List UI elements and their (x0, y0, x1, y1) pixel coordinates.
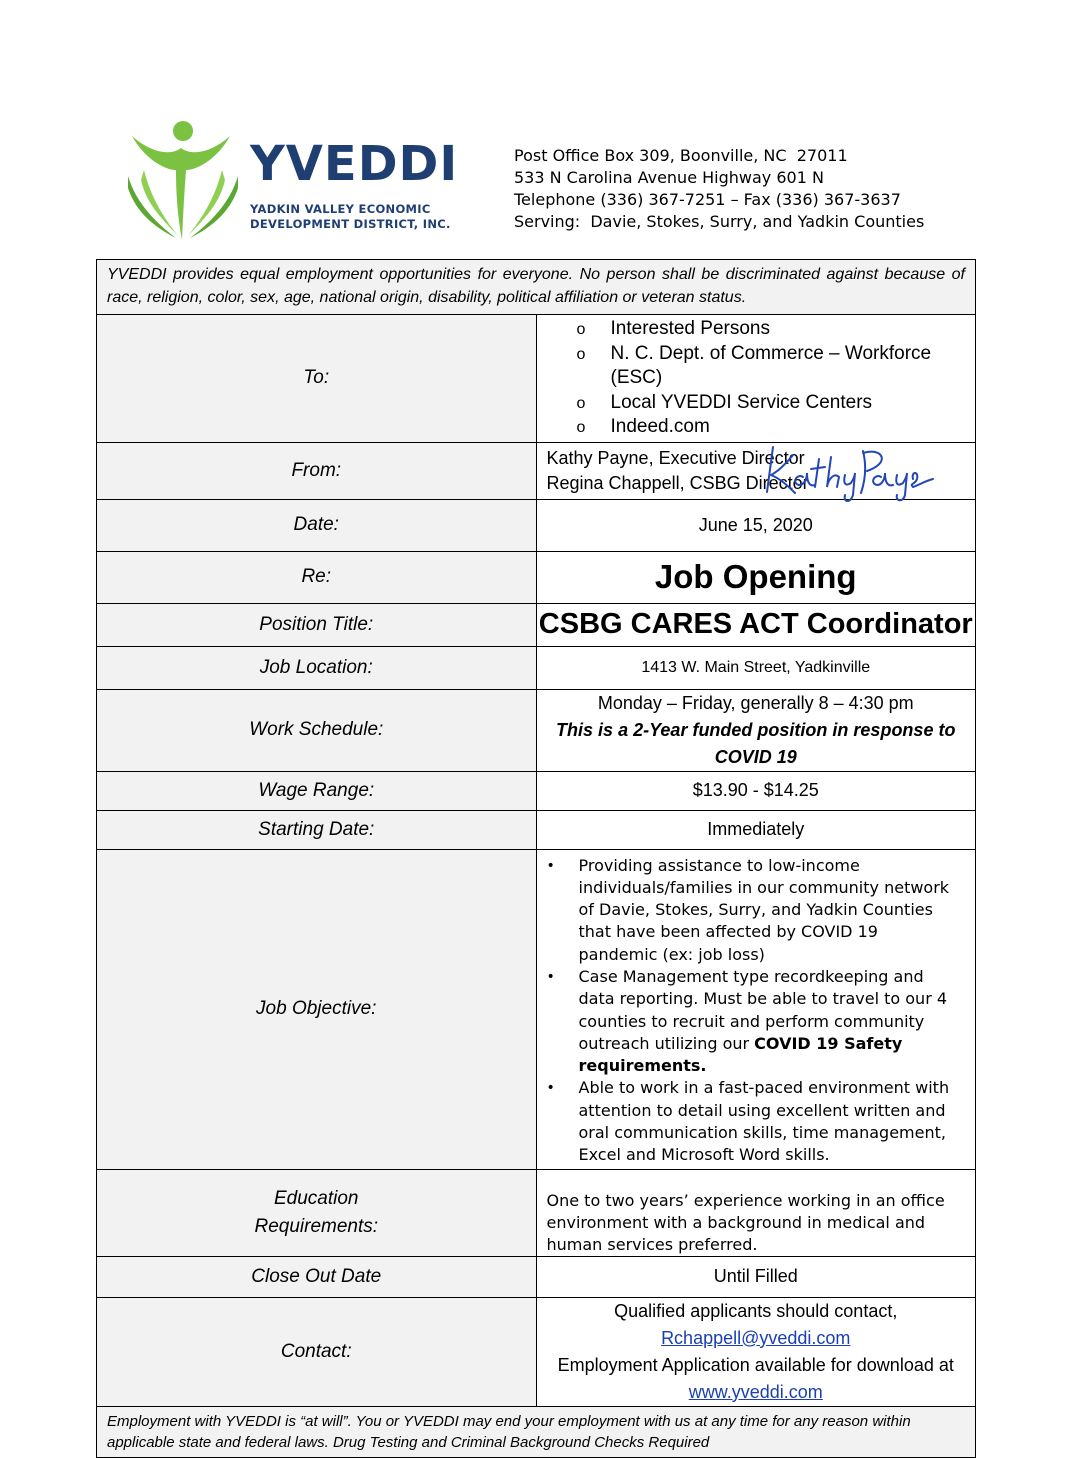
to-label: To: (97, 315, 537, 443)
recipient-list (537, 315, 976, 442)
close-out-date-label: Close Out Date (97, 1256, 537, 1297)
from-line-2: Regina Chappell, CSBG Director (546, 472, 809, 493)
recipient-item: o Local YVEDDI Service Centers (577, 391, 976, 416)
objective-item: • Providing assistance to low-income individuals/families in our community network of Davie, Stokes, Surry, and Yadkin Counties that have been affected by COVID 19 pandemic (ex: job loss) (579, 855, 962, 966)
address-block (514, 145, 924, 233)
work-schedule-label: Work Schedule: (97, 689, 537, 771)
re-label: Re: (97, 551, 537, 603)
contact-email-link[interactable]: Rchappell@yveddi.com (661, 1327, 851, 1348)
date-value: June 15, 2020 (536, 499, 976, 551)
leaf-person-icon (126, 118, 246, 243)
website-link[interactable]: www.yveddi.com (688, 1381, 823, 1402)
logo-wordmark: YVEDDI (250, 136, 459, 192)
logo-subtitle: YADKIN VALLEY ECONOMIC DEVELOPMENT DISTRICT, INC. (250, 202, 451, 231)
wage-range-value: $13.90 - $14.25 (536, 771, 976, 810)
contact-line-2: Employment Application available for download at www.yveddi.com (557, 1354, 954, 1402)
work-schedule-value (536, 689, 976, 771)
starting-date-value: Immediately (536, 810, 976, 849)
yveddi-logo (126, 118, 459, 243)
job-location-value: 1413 W. Main Street, Yadkinville (536, 646, 976, 689)
re-value: Job Opening (536, 551, 976, 603)
position-title-value: CSBG CARES ACT Coordinator (536, 603, 976, 646)
from-value (536, 442, 976, 499)
at-will-footer: Employment with YVEDDI is “at will”. You or YVEDDI may end your employment with us at any time for any reason within applicable state and federal laws. Drug Testing and Criminal Background Checks Required (97, 1406, 976, 1457)
schedule-funding-note: This is a 2-Year funded position in response to COVID 19 (556, 719, 956, 767)
contact-line-1: Qualified applicants should contact, Rchappell@yveddi.com (614, 1300, 898, 1348)
from-line-1: Kathy Payne, Executive Director (546, 447, 805, 468)
job-posting-table (96, 259, 976, 1458)
address-line-4: Serving: Davie, Stokes, Surry, and Yadkin Counties (514, 212, 925, 231)
from-label: From: (97, 442, 537, 499)
close-out-date-value: Until Filled (536, 1256, 976, 1297)
position-title-label: Position Title: (97, 603, 537, 646)
address-line-1: Post Office Box 309, Boonville, NC 27011 (514, 146, 848, 165)
objective-list (537, 850, 976, 1169)
objective-item: • Case Management type recordkeeping and data reporting. Must be able to travel to our 4 counties to recruit and perform community outreach utilizing our COVID 19 Safety requirements. (579, 966, 962, 1077)
date-label: Date: (97, 499, 537, 551)
wage-range-label: Wage Range: (97, 771, 537, 810)
schedule-hours: Monday – Friday, generally 8 – 4:30 pm (597, 692, 914, 713)
job-objective-value (536, 849, 976, 1169)
equal-opportunity-notice: YVEDDI provides equal employment opportunities for everyone. No person shall be discriminated against because of race, religion, color, sex, age, national origin, disability, political affiliation or veteran status. (97, 260, 976, 315)
job-objective-label: Job Objective: (97, 849, 537, 1169)
objective-item: • Able to work in a fast-paced environment with attention to detail using excellent written and oral communication skills, time management, Excel and Microsoft Word skills. (579, 1077, 962, 1166)
contact-label: Contact: (97, 1297, 537, 1406)
to-value (536, 315, 976, 443)
contact-value (536, 1297, 976, 1406)
address-line-2: 533 N Carolina Avenue Highway 601 N (514, 168, 824, 187)
starting-date-label: Starting Date: (97, 810, 537, 849)
signature-image (763, 437, 943, 507)
job-location-label: Job Location: (97, 646, 537, 689)
address-line-3: Telephone (336) 367-7251 – Fax (336) 367-3637 (514, 190, 901, 209)
education-value: One to two years’ experience working in an office environment with a background in medical and human services preferred. (536, 1169, 976, 1256)
education-label: Education Requirements: (97, 1169, 537, 1256)
recipient-item: o Indeed.com (577, 415, 976, 440)
recipient-item: o Interested Persons (577, 317, 976, 342)
recipient-item: o N. C. Dept. of Commerce – Workforce (ESC) (577, 342, 976, 391)
